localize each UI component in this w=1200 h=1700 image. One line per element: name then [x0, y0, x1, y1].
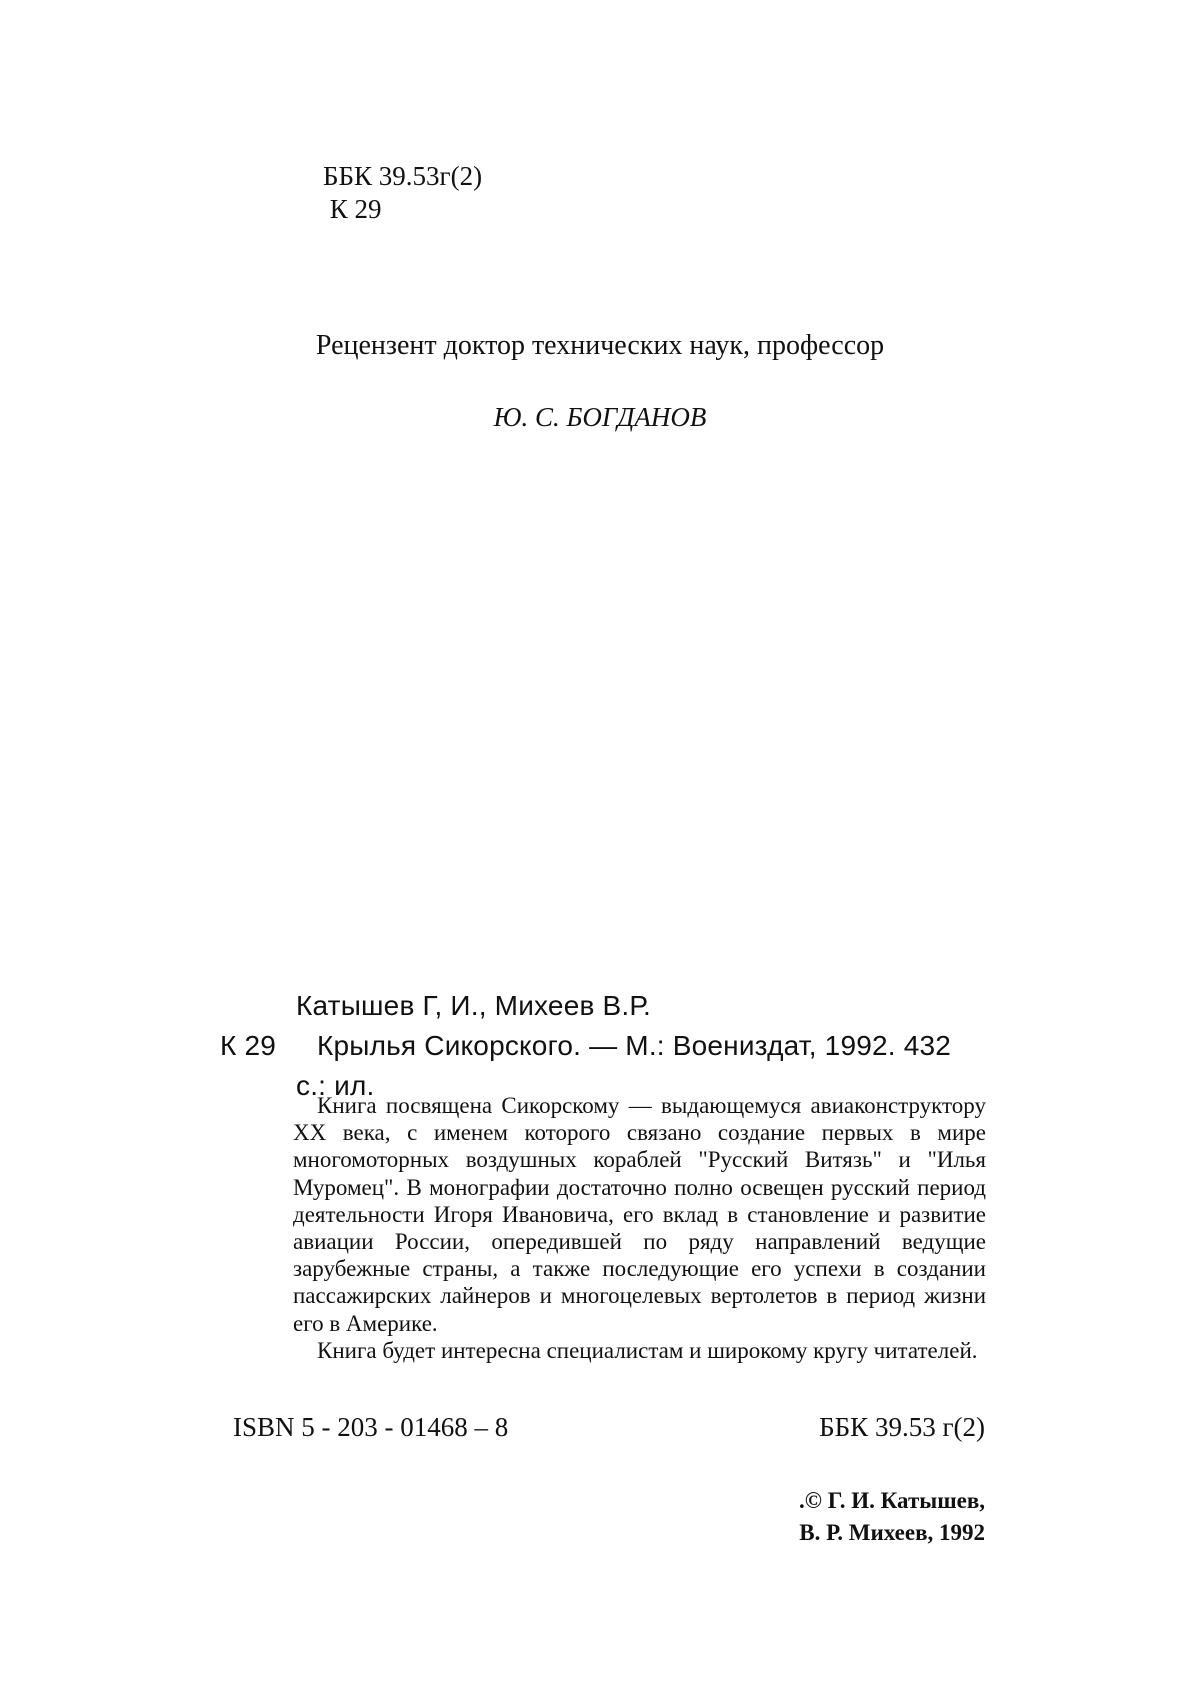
reviewer-name: Ю. С. БОГДАНОВ	[493, 402, 707, 432]
bbk-footer: ББК 39.53 г(2)	[819, 1412, 985, 1442]
copyright-block	[799, 1485, 985, 1549]
catalog-title: Крылья Сикорского. — М.: Воениздат, 1992. 432	[317, 1030, 952, 1061]
annotation-paragraph: Книга будет интересна специалистам и широкому кругу читателей.	[317, 1337, 978, 1363]
catalog-code: К 29	[220, 1030, 277, 1061]
isbn: ISBN 5 - 203 - 01468 – 8	[233, 1412, 509, 1442]
catalog-authors: Катышев Г, И., Михеев В.Р.	[296, 990, 651, 1021]
reviewer-line: Рецензент доктор технических наук, профессор	[315, 330, 885, 361]
header-block	[323, 160, 482, 226]
bbk-code: ББК 39.53г(2)	[323, 161, 483, 191]
copyright-line: В. Р. Михеев, 1992	[799, 1520, 985, 1545]
author-code: К 29	[323, 194, 382, 224]
annotation	[293, 1092, 986, 1364]
copyright-line: .© Г. И. Катышев,	[799, 1488, 985, 1513]
catalog-pages: с.: ил.	[296, 1070, 375, 1101]
annotation-paragraph: Книга посвящена Сикорскому — выдающемуся авиаконструктору XX века, с именем которого связано создание первых в мире многомоторных воздушных кораблей "Русский Витязь" и "Илья Муромец". В монографии достаточно полно освещен русский период деятельности Игоря Ивановича, его вклад в становление и развитие авиации России, опередившей по ряду направлений ведущие зарубежные страны, а также последующие его успехи в создании пассажирских лайнеров и многоцелевых вертолетов в период жизни его в Америке.	[293, 1093, 986, 1336]
